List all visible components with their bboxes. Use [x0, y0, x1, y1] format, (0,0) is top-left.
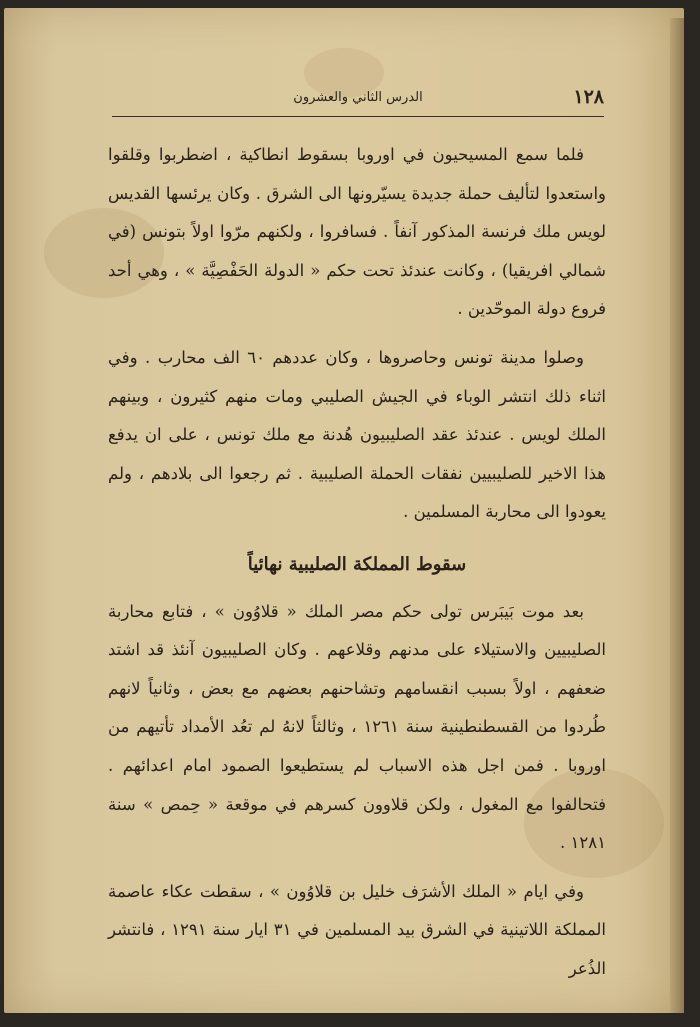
paragraph: وصلوا مدينة تونس وحاصروها ، وكان عددهم ٦٠ الف محارب . وفي اثناء ذلك انتشر الوباء في الجيش الصليبي ومات منهم كثيرون ، وبينهم الملك لويس . عندئذ عقد الصليبيون هُدنة مع ملك تونس ، على ان يدفع هذا الاخير للصليبيين نفقات الحملة الصليبية . ثم رجعوا الى بلادهم ، ولم يعودوا الى محاربة المسلمين . [108, 347, 606, 522]
paragraph-gap [108, 329, 606, 339]
page-header [112, 86, 604, 117]
running-title: الدرس الثاني والعشرون [293, 90, 423, 105]
page-edge [670, 18, 684, 1013]
paragraph: فلما سمع المسيحيون في اوروبا بسقوط انطاكية ، اضطربوا وقلقوا واستعدوا لتأليف حملة جديدة يسيّرونها الى الشرق . وكان يرئسها القديس لويس ملك فرنسة المذكور آنفاً . فسافروا ، ولكنهم مرّوا اولاً بتونس (في شمالي افريقيا) ، وكانت عندئذ تحت حكم « الدولة الحَفْصِيَّة » ، وهي أحد فروع دولة الموحّدين . [108, 145, 606, 319]
page-number: ١٢٨ [573, 86, 604, 108]
paragraph-gap [108, 863, 606, 873]
paragraph: بعد موت بَيبَرس تولى حكم مصر الملك « قلاوُون » ، فتابع محاربة الصليبيين والاستيلاء على مدنهم وقلاعهم . وكان الصليبيون آنئذ قد اشتد ضعفهم ، اولاً بسبب انقسامهم وتشاحنهم بعضهم مع بعض ، وثانياً لانهم طُردوا من القسطنطينية سنة ١٢٦١ ، وثالثاً لانهُ لم تعُد الأمداد تأتيهم من اوروبا . فمن اجل هذه الاسباب لم يستطيعوا الصمود امام اعدائهم . فتحالفوا مع المغول ، ولكن قلاوون كسرهم في موقعة « حِمص » سنة ١٢٨١ . [108, 601, 606, 853]
section-title: سقوط المملكة الصليبية نهائياً [247, 553, 467, 575]
body-text [108, 136, 606, 988]
paragraph: وفي ايام « الملك الأشرَف خليل بن قلاوُون » ، سقطت عكاء عاصمة المملكة اللاتينية في الشرق بيد المسلمين في ٣١ ايار سنة ١٢٩١ ، فانتشر الذُعر [108, 881, 607, 978]
